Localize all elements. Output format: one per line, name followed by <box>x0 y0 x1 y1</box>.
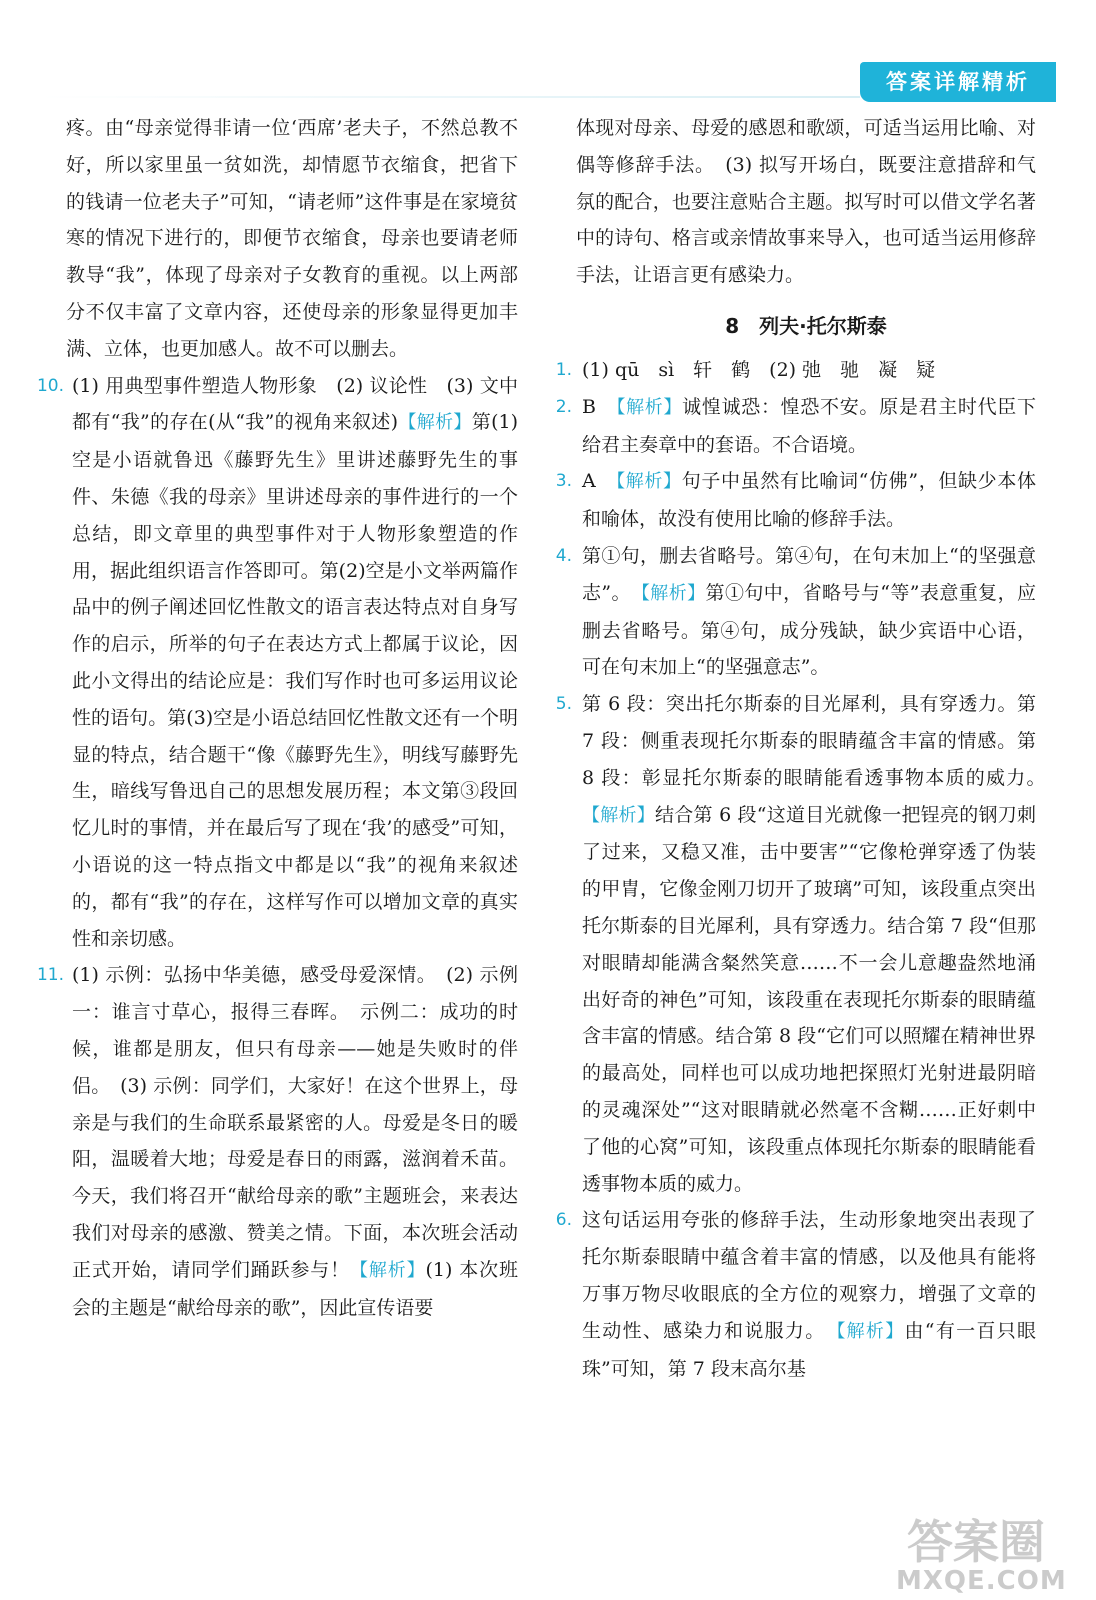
question-number: 11. <box>36 965 64 986</box>
answer-text: 第 6 段：突出托尔斯泰的目光犀利，具有穿透力。第 7 段：侧重表现托尔斯泰的眼睛蕴含丰富的情感。第 8 段：彰显托尔斯泰的眼睛能看透事物本质的威力。 <box>582 693 1036 789</box>
analysis-text: (1) 本次班会的主题是“献给母亲的歌”，因此宣传语要 <box>72 1258 518 1319</box>
left-column <box>36 110 518 1326</box>
analysis-tag: 【解析】 <box>616 396 683 418</box>
question-6-text <box>582 1202 1036 1387</box>
analysis-text: 第①句中，省略号与“等”表意重复，应删去省略号。第④句，成分残缺，缺少宾语中心语，可在句末加上“的坚强意志”。 <box>582 581 1036 679</box>
question-5 <box>555 686 1037 1202</box>
answer-text: B <box>582 395 596 418</box>
question-number: 2. <box>555 396 572 417</box>
watermark-url-text: MXQE.COM <box>896 1566 1067 1596</box>
question-10-text <box>72 368 518 958</box>
header-rule <box>40 96 860 98</box>
analysis-tag: 【解析】 <box>398 412 472 434</box>
question-number: 4. <box>555 545 572 566</box>
analysis-text: 诚惶诚恐：惶恐不安。原是君主时代臣下给君主奏章中的套语。不合语境。 <box>582 395 1036 456</box>
question-3-text <box>582 463 1036 538</box>
question-1 <box>555 352 1036 389</box>
question-number: 6. <box>555 1210 572 1231</box>
question-4-text <box>582 538 1036 686</box>
analysis-text: 句子中虽然有比喻词“仿佛”，但缺少本体和喻体，故没有使用比喻的修辞手法。 <box>582 470 1036 531</box>
section-banner: 答案详解精析 <box>860 62 1056 102</box>
question-number: 10. <box>36 375 64 396</box>
analysis-text: 结合第 6 段“这道目光就像一把锃亮的钢刀刺了过来，又稳又准，击中要害”“它像枪弹穿透了伪装的甲胄，它像金刚刀切开了玻璃”可知，该段重点突出托尔斯泰的目光犀利，具有穿透力。结合第 7 段“但那对眼睛却能满含粲然笑意……不一会儿意趣盎然地涌出好奇的神色”可知，该段重在表现托尔斯泰的眼睛蕴含丰富的情感。结合第 8 段“它们可以照耀在精神世界的最高处，同样也可以成功地把探照灯光射进最阴暗的灵魂深处”“这对眼睛就必然毫不含糊……正好刺中了他的心窝”可知，该段重点体现托尔斯泰的眼睛能看透事物本质的威力。 <box>582 803 1037 1195</box>
left-intro-paragraph: 疼。由“母亲觉得非请一位‘西席’老夫子，不然总教不好，所以家里虽一贫如洗，却情愿节衣缩食，把省下的钱请一位老夫子”可知，“请老师”这件事是在家境贫寒的情况下进行的，即便节衣缩食，母亲也要请老师教导“我”，体现了母亲对子女教育的重视。以上两部分不仅丰富了文章内容，还使母亲的形象显得更加丰满、立体，也更加感人。故不可以删去。 <box>66 117 518 360</box>
analysis-tag: 【解析】 <box>582 804 656 826</box>
analysis-text: 第(1)空是小语就鲁迅《藤野先生》里讲述藤野先生的事件、朱德《我的母亲》里讲述母亲的事件进行的一个总结，即文章里的典型事件对于人物形象塑造的作用，据此组织语言作答即可。第(2)空是小文举两篇作品中的例子阐述回忆性散文的语言表达特点对自身写作的启示，所举的句子在表达方式上都属于议论，因此小文得出的结论应是：我们写作时也可多运用议论性的语句。第(3)空是小语总结回忆性散文还有一个明显的特点，结合题干“像《藤野先生》，明线写藤野先生，暗线写鲁迅自己的思想发展历程；本文第③段回忆儿时的事情，并在最后写了现在‘我’的感受”可知，小语说的这一特点指文中都是以“我”的视角来叙述的，都有“我”的存在，这样写作可以增加文章的真实性和亲切感。 <box>72 411 518 950</box>
watermark-logo <box>896 1506 1067 1596</box>
question-5-text <box>582 686 1036 1202</box>
watermark-main-text: 答案圈 <box>907 1515 1045 1569</box>
analysis-tag: 【解析】 <box>836 1320 905 1342</box>
analysis-tag: 【解析】 <box>640 582 706 604</box>
question-10 <box>36 368 518 958</box>
section-title: 8 列夫·托尔斯泰 <box>725 313 887 338</box>
right-column <box>555 110 1037 1387</box>
question-number: 5. <box>555 694 572 715</box>
question-2-text <box>582 389 1036 464</box>
question-2 <box>555 389 1036 464</box>
question-6 <box>555 1202 1036 1387</box>
answer-text: (1) 示例：弘扬中华美德，感受母爱深情。 (2) 示例一：谁言寸草心，报得三春晖。 示例二：成功的时候，谁都是朋友，但只有母亲——她是失败时的伴侣。 (3) 示例：同学们，大家好！在这个世界上，母亲是与我们的生命联系最紧密的人。母爱是冬日的暖阳，温暖着大地；母爱是春日的雨露，滋润着禾苗。今天，我们将召开“献给母亲的歌”主题班会，来表达我们对母亲的感激、赞美之情。下面，本次班会活动正式开始，请同学们踊跃参与！ <box>72 964 518 1281</box>
question-number: 3. <box>555 471 572 492</box>
answer-text: A <box>582 470 596 493</box>
right-intro-paragraph: 体现对母亲、母爱的感恩和歌颂，可适当运用比喻、对偶等修辞手法。 (3) 拟写开场白，既要注意措辞和气氛的配合，也要注意贴合主题。拟写时可以借文学名著中的诗句、格言或亲情故事来导入，也可适当运用修辞手法，让语言更有感染力。 <box>576 117 1036 287</box>
answer-text: (1) 用典型事件塑造人物形象 (2) 议论性 (3) 文中都有“我”的存在(从“我”的视角来叙述) <box>72 374 518 434</box>
question-11 <box>36 957 518 1326</box>
answer-text: (1) qū sì 轩 鹤 (2) 弛 驰 凝 疑 <box>582 358 936 381</box>
question-4 <box>555 538 1036 686</box>
answer-text: 这句话运用夸张的修辞手法，生动形象地突出表现了托尔斯泰眼睛中蕴含着丰富的情感，以及他具有能将万事万物尽收眼底的全方位的观察力，增强了文章的生动性、感染力和说服力。 <box>582 1209 1036 1342</box>
question-3 <box>555 463 1036 538</box>
analysis-tag: 【解析】 <box>350 1259 426 1281</box>
analysis-tag: 【解析】 <box>616 471 682 493</box>
question-number: 1. <box>555 359 572 380</box>
analysis-text: 由“有一百只眼珠”可知，第 7 段末高尔基 <box>582 1319 1036 1380</box>
question-11-text <box>72 957 518 1326</box>
answer-text: 第①句，删去省略号。第④句，在句末加上“的坚强意志”。 <box>582 544 1036 604</box>
